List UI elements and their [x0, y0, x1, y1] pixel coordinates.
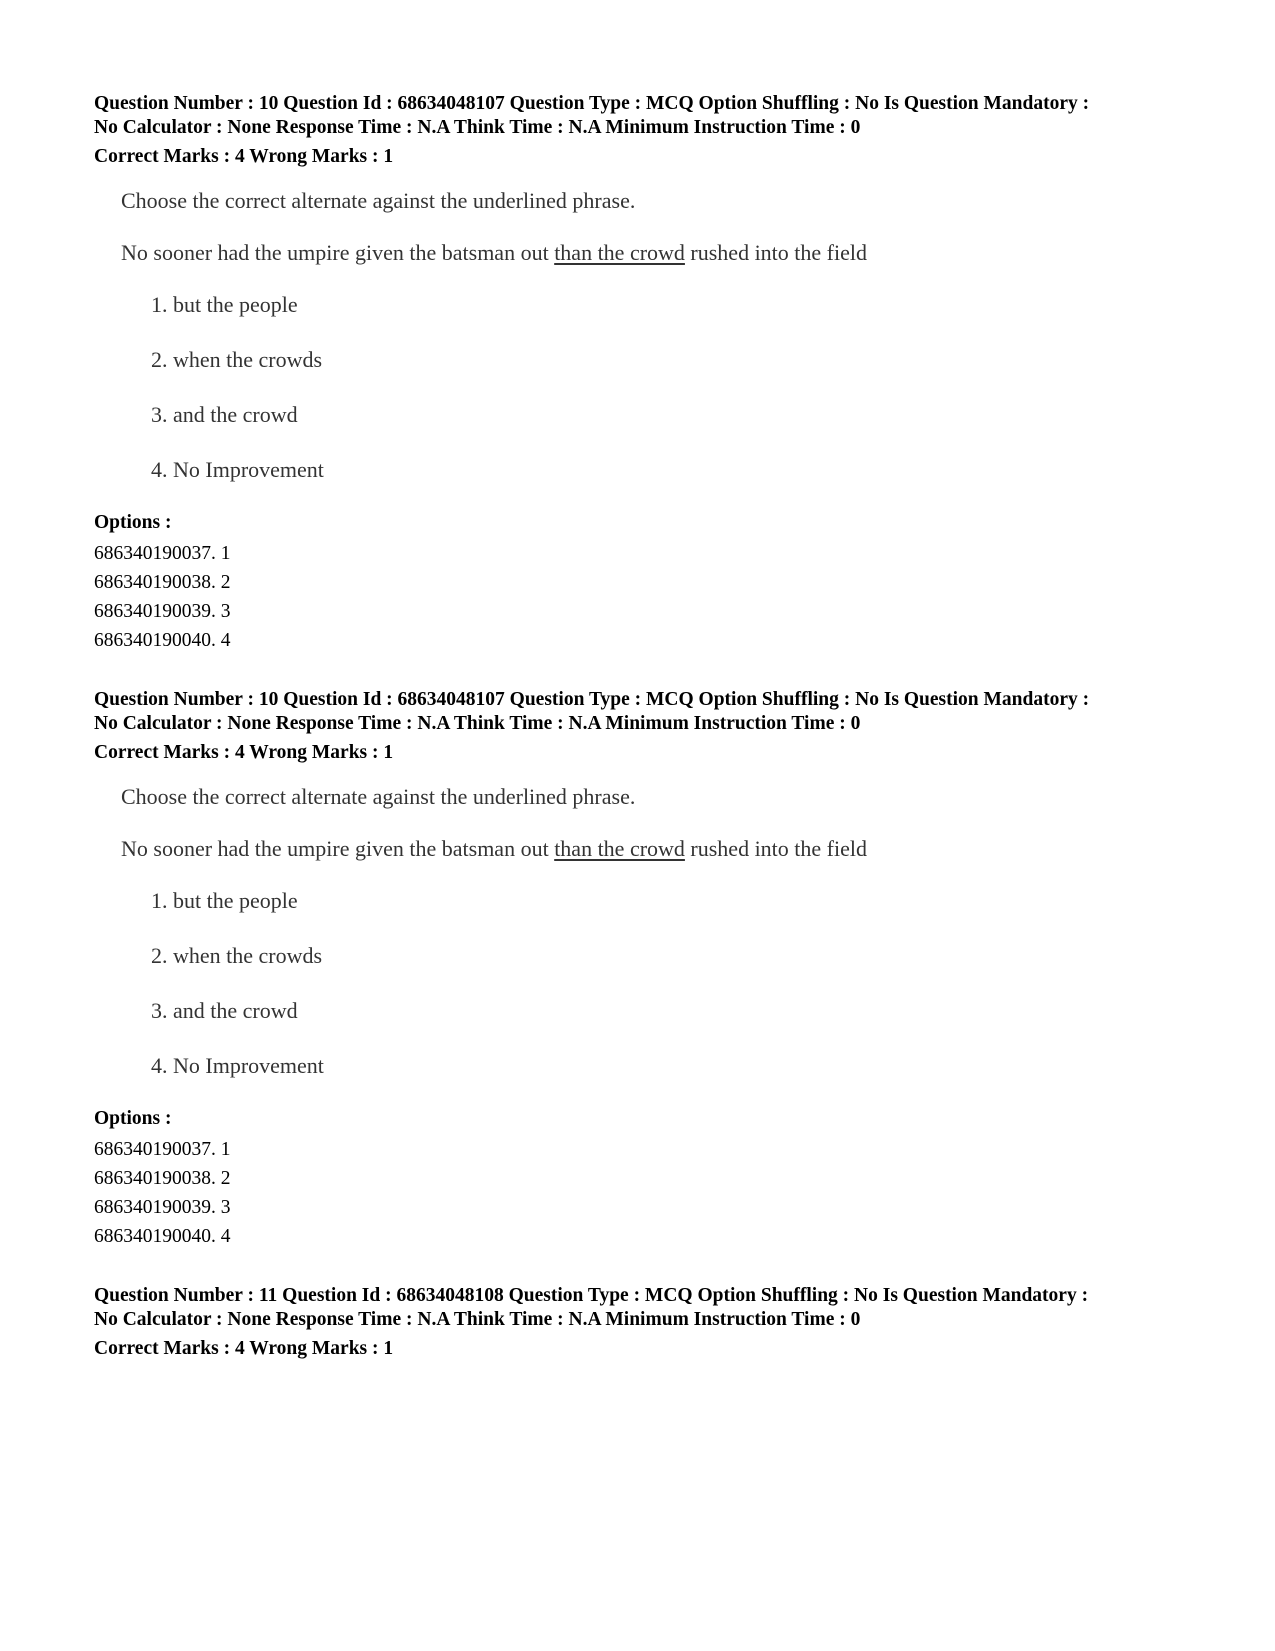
- options-list: [94, 1135, 1204, 1251]
- question-header: [94, 1284, 1204, 1332]
- answer-choice: 2. when the crowds: [151, 347, 323, 372]
- document-page: [94, 92, 1204, 1361]
- option-item: 686340190038. 2: [94, 1168, 231, 1189]
- options-list: [94, 539, 1204, 655]
- question-block: [94, 92, 1204, 655]
- answer-choice: 1. but the people: [151, 292, 298, 317]
- sentence-after: rushed into the field: [684, 836, 867, 861]
- sentence-before: No sooner had the umpire given the batsman out: [121, 836, 555, 861]
- question-block: [94, 1284, 1204, 1361]
- question-header: [94, 688, 1204, 736]
- question-image: [94, 783, 1204, 1080]
- option-item: 686340190039. 3: [94, 601, 231, 622]
- question-header-line-1: Question Number : 10 Question Id : 68634048107 Question Type : MCQ Option Shuffling : No Is Question Mandatory :: [94, 93, 1090, 114]
- answer-choice: 3. and the crowd: [151, 402, 298, 427]
- option-item: 686340190039. 3: [94, 1197, 231, 1218]
- option-item: 686340190038. 2: [94, 572, 231, 593]
- question-header-line-2: No Calculator : None Response Time : N.A Think Time : N.A Minimum Instruction Time : 0: [94, 117, 861, 138]
- option-item: 686340190040. 4: [94, 630, 231, 651]
- answer-choice: 1. but the people: [151, 888, 298, 913]
- question-block: [94, 688, 1204, 1251]
- question-sentence: [121, 239, 1204, 267]
- question-header-line-2: No Calculator : None Response Time : N.A Think Time : N.A Minimum Instruction Time : 0: [94, 1309, 861, 1330]
- option-item: 686340190040. 4: [94, 1226, 231, 1247]
- option-item: 686340190037. 1: [94, 543, 231, 564]
- question-sentence: [121, 835, 1204, 863]
- question-marks: Correct Marks : 4 Wrong Marks : 1: [94, 742, 394, 763]
- question-marks: Correct Marks : 4 Wrong Marks : 1: [94, 1338, 394, 1359]
- answer-choice: 4. No Improvement: [151, 457, 324, 482]
- answer-choice: 3. and the crowd: [151, 998, 298, 1023]
- question-header-line-1: Question Number : 10 Question Id : 68634048107 Question Type : MCQ Option Shuffling : No Is Question Mandatory :: [94, 689, 1090, 710]
- underlined-phrase: than the crowd: [554, 240, 685, 265]
- question-header-line-1: Question Number : 11 Question Id : 68634048108 Question Type : MCQ Option Shuffling : No Is Question Mandatory :: [94, 1285, 1089, 1306]
- question-header: [94, 92, 1204, 140]
- answer-choices: [121, 887, 1204, 1080]
- question-prompt: Choose the correct alternate against the underlined phrase.: [121, 188, 636, 213]
- answer-choice: 2. when the crowds: [151, 943, 323, 968]
- sentence-after: rushed into the field: [684, 240, 867, 265]
- answer-choices: [121, 291, 1204, 484]
- option-item: 686340190037. 1: [94, 1139, 231, 1160]
- options-label: Options :: [94, 1108, 172, 1129]
- answer-choice: 4. No Improvement: [151, 1053, 324, 1078]
- question-marks: Correct Marks : 4 Wrong Marks : 1: [94, 146, 394, 167]
- question-header-line-2: No Calculator : None Response Time : N.A Think Time : N.A Minimum Instruction Time : 0: [94, 713, 861, 734]
- question-image: [94, 187, 1204, 484]
- sentence-before: No sooner had the umpire given the batsman out: [121, 240, 555, 265]
- underlined-phrase: than the crowd: [554, 836, 685, 861]
- question-prompt: Choose the correct alternate against the underlined phrase.: [121, 784, 636, 809]
- options-label: Options :: [94, 512, 172, 533]
